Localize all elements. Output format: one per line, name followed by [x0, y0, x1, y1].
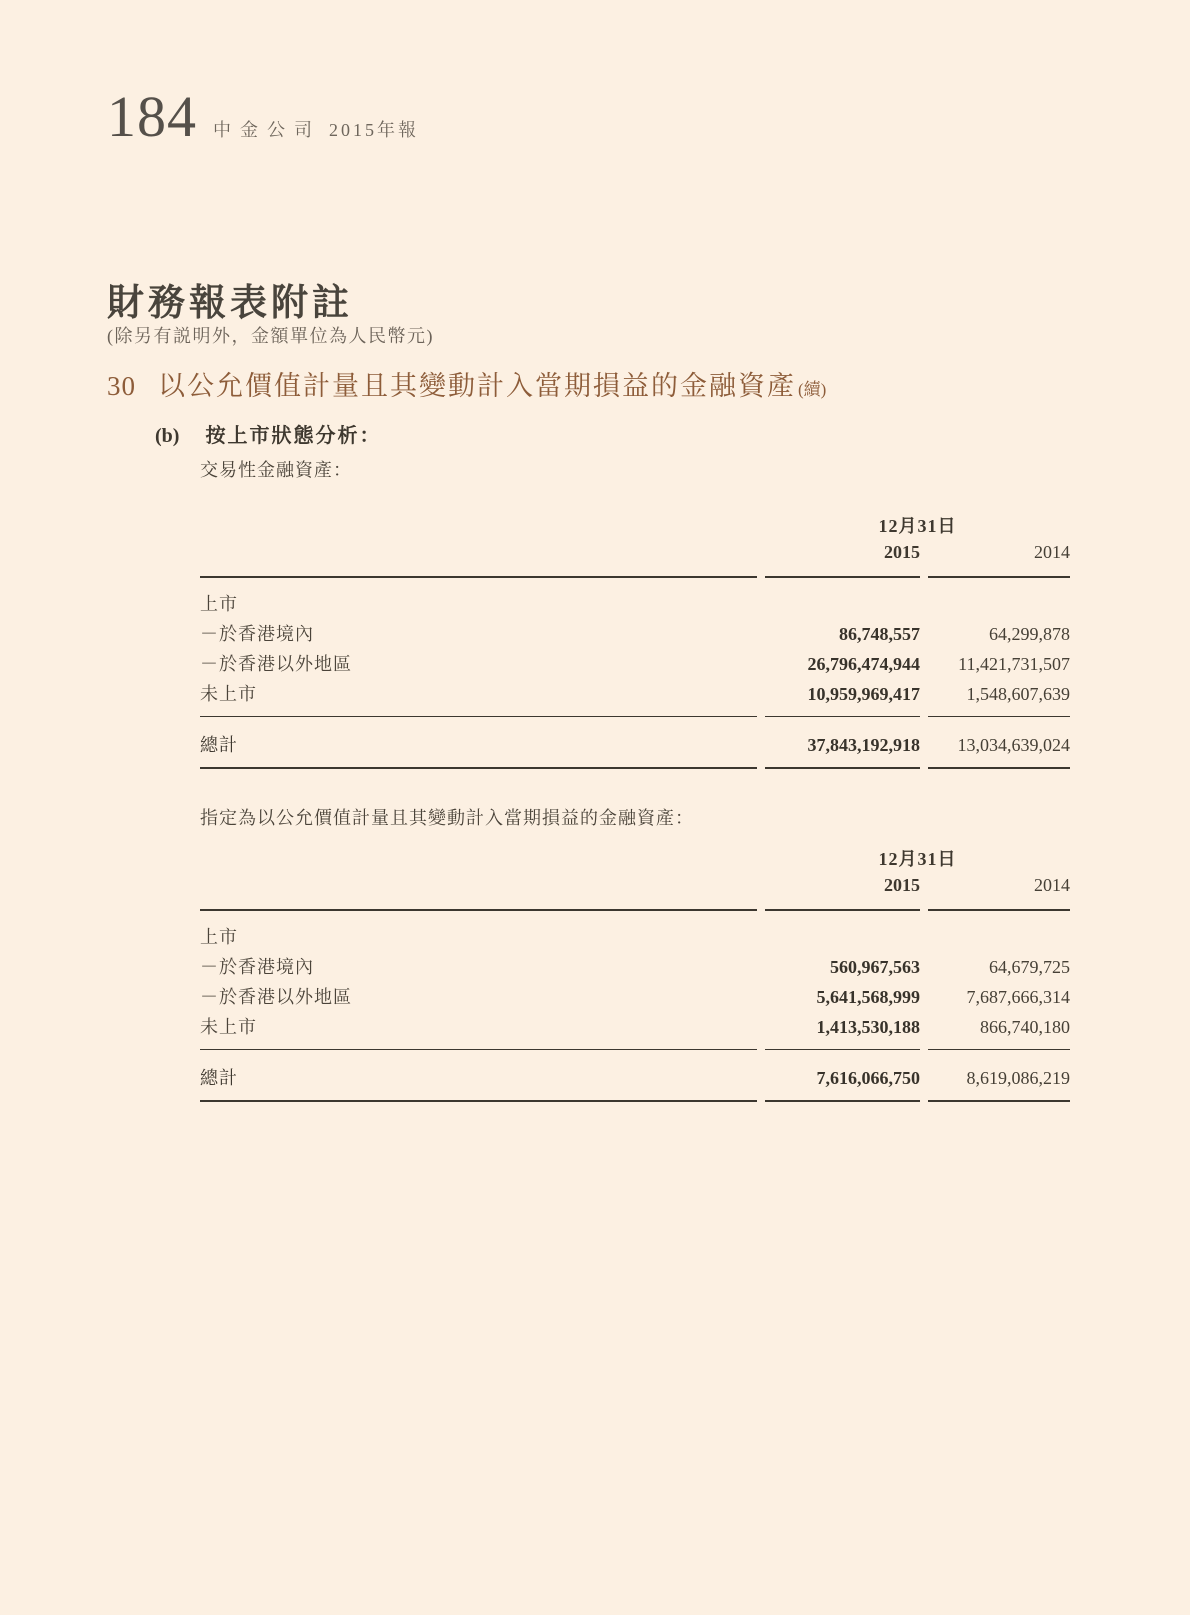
table-rule-top: [200, 576, 1070, 578]
running-head: [107, 84, 419, 149]
table-rule-bottom: [200, 767, 1070, 769]
value-2014: 11,421,731,507: [958, 654, 1070, 674]
table-1-caption: 交易性金融資產：: [200, 460, 352, 480]
table-row: [200, 953, 1070, 983]
table-rule-subtotal: [200, 1049, 1070, 1050]
row-label: －於香港境內: [200, 624, 314, 644]
table-row: [200, 680, 1070, 710]
section-number: 30: [107, 371, 136, 401]
subsection-label: (b): [155, 425, 180, 447]
table-row: [200, 983, 1070, 1013]
table-rule-subtotal: [200, 716, 1070, 717]
page-subtitle: (除另有説明外，金額單位為人民幣元): [107, 326, 434, 346]
table-2-caption: 指定為以公允價值計量且其變動計入當期損益的金融資產：: [200, 808, 694, 828]
table-body: [200, 578, 1070, 710]
date-header-row: [200, 512, 1070, 542]
value-2014: 64,679,725: [989, 957, 1070, 977]
trading-assets-table: [200, 512, 1070, 769]
column-header-2015: 2015: [884, 542, 920, 562]
value-2015: 26,796,474,944: [807, 654, 920, 674]
total-2015: 37,843,192,918: [807, 735, 920, 755]
section-continued-tag: (續): [798, 380, 827, 399]
page-number: 184: [107, 84, 197, 149]
table-row: [200, 923, 1070, 953]
page-title: 財務報表附註: [107, 283, 353, 324]
designated-assets-table: [200, 845, 1070, 1102]
value-2015: 560,967,563: [830, 957, 920, 977]
section-title: 以公允價值計量且其變動計入當期損益的金融資產: [158, 371, 796, 401]
column-header-2015: 2015: [884, 875, 920, 895]
row-label: 上市: [200, 927, 238, 947]
year-header-row: [200, 875, 1070, 909]
row-label: 上市: [200, 594, 238, 614]
row-label: 未上市: [200, 684, 257, 704]
total-row: [200, 731, 1070, 761]
column-header-2014: 2014: [1034, 542, 1070, 562]
table-rule-top: [200, 909, 1070, 911]
value-2014: 7,687,666,314: [966, 987, 1070, 1007]
value-2014: 64,299,878: [989, 624, 1070, 644]
table-row: [200, 620, 1070, 650]
value-2014: 866,740,180: [980, 1017, 1070, 1037]
report-year: 2015年報: [329, 120, 419, 140]
total-2015: 7,616,066,750: [816, 1068, 920, 1088]
table-row: [200, 1013, 1070, 1043]
company-name: 中金公司: [213, 120, 321, 140]
value-2015: 86,748,557: [839, 624, 920, 644]
total-label: 總計: [200, 735, 238, 755]
subsection-heading: [155, 419, 381, 448]
row-label: －於香港以外地區: [200, 654, 352, 674]
column-header-2014: 2014: [1034, 875, 1070, 895]
table-row: [200, 590, 1070, 620]
value-2015: 10,959,969,417: [807, 684, 920, 704]
total-2014: 8,619,086,219: [966, 1068, 1070, 1088]
year-header-row: [200, 542, 1070, 576]
date-header-row: [200, 845, 1070, 875]
subsection-title: 按上市狀態分析：: [205, 425, 382, 447]
date-header: 12月31日: [878, 849, 957, 869]
date-header: 12月31日: [878, 516, 957, 536]
table-body: [200, 911, 1070, 1043]
total-row: [200, 1064, 1070, 1094]
table-rule-bottom: [200, 1100, 1070, 1102]
row-label: 未上市: [200, 1017, 257, 1037]
total-2014: 13,034,639,024: [957, 735, 1070, 755]
section-heading: [107, 364, 826, 403]
table-row: [200, 650, 1070, 680]
total-label: 總計: [200, 1068, 238, 1088]
value-2014: 1,548,607,639: [966, 684, 1070, 704]
row-label: －於香港境內: [200, 957, 314, 977]
row-label: －於香港以外地區: [200, 987, 352, 1007]
value-2015: 1,413,530,188: [816, 1017, 920, 1037]
value-2015: 5,641,568,999: [816, 987, 920, 1007]
